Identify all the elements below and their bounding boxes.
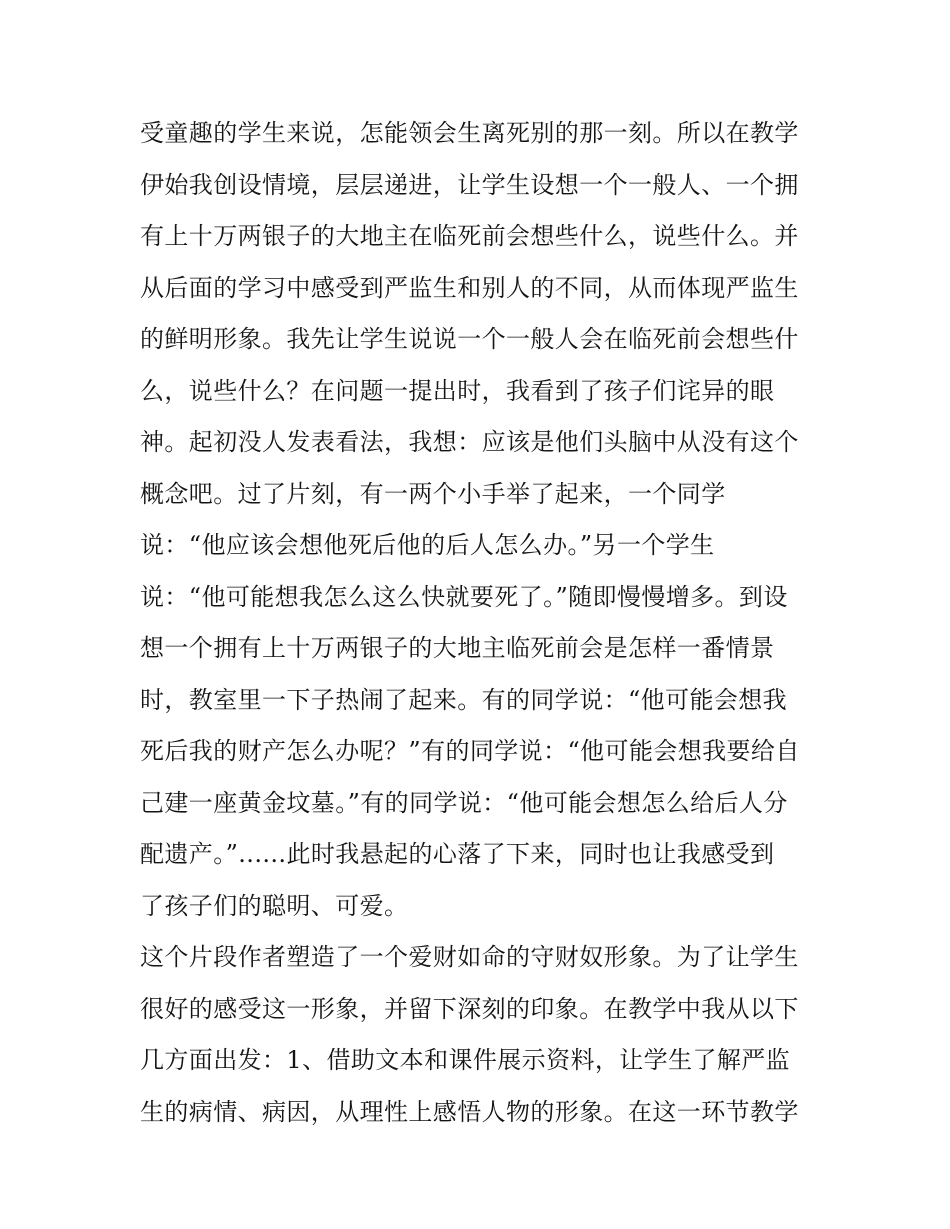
text-line: 神。起初没人发表看法，我想：应该是他们头脑中从没有这个: [140, 428, 799, 456]
text-line: 这个片段作者塑造了一个爱财如命的守财奴形象。为了让学生: [140, 943, 799, 971]
text-line: 么，说些什么？在问题一提出时，我看到了孩子们诧异的眼: [140, 376, 775, 405]
body-text: [140, 108, 820, 1138]
text-line: 生的病情、病因，从理性上感悟人物的形象。在这一环节教学: [140, 1097, 799, 1126]
text-line: 受童趣的学生来说，怎能领会生离死别的那一刻。所以在教学: [140, 119, 799, 147]
text-line: 几方面出发：1、借助文本和课件展示资料，让学生了解严监: [140, 1046, 791, 1074]
text-line: 的鲜明形象。我先让学生说说一个一般人会在临死前会想些什: [140, 325, 799, 353]
text-line: 概念吧。过了片刻，有一两个小手举了起来，一个同学: [140, 479, 726, 508]
text-line: 时，教室里一下子热闹了起来。有的同学说：“他可能会想我: [140, 685, 788, 714]
text-line: 说：“他应该会想他死后他的后人怎么办。”另一个学生: [140, 531, 715, 559]
text-line: 配遗产。”......此时我悬起的心落了下来，同时也让我感受到: [140, 840, 775, 868]
text-line: 有上十万两银子的大地主在临死前会想些什么，说些什么。并: [140, 222, 799, 250]
text-line: 想一个拥有上十万两银子的大地主临死前会是怎样一番情景: [140, 634, 775, 662]
text-line: 死后我的财产怎么办呢？”有的同学说：“他可能会想我要给自: [140, 737, 800, 765]
text-line: 很好的感受这一形象，并留下深刻的印象。在教学中我从以下: [140, 994, 799, 1023]
text-line: 己建一座黄金坟墓。”有的同学说：“他可能会想怎么给后人分: [140, 788, 788, 817]
text-line: 说：“他可能想我怎么这么快就要死了。”随即慢慢增多。到设: [140, 582, 788, 611]
text-line: 从后面的学习中感受到严监生和别人的不同，从而体现严监生: [140, 273, 799, 302]
text-line: 伊始我创设情境，层层递进，让学生设想一个一般人、一个拥: [140, 170, 799, 199]
text-line: 了孩子们的聪明、可爱。: [140, 891, 409, 920]
